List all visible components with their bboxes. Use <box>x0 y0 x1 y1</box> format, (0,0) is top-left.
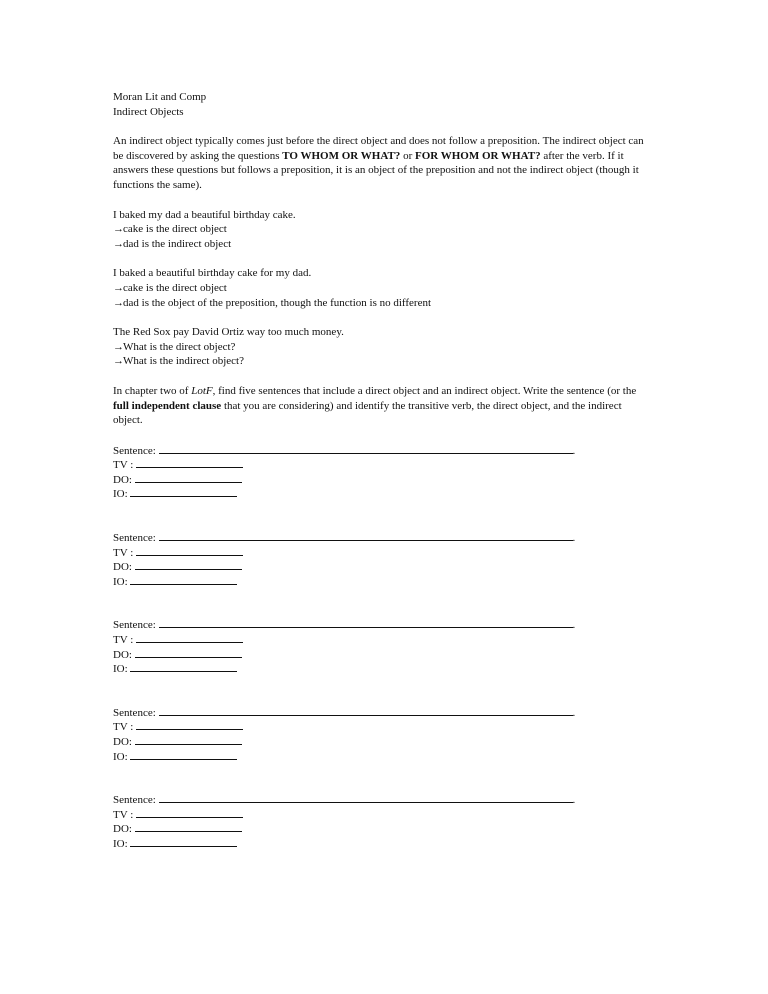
instructions-paragraph: In chapter two of LotF, find five sentences that include a direct object and an indirect object. Write the sentence (or the full independent clause that you are considering) and identify the transitive verb, the direct object, and the indirect object. <box>113 384 637 427</box>
sentence-blank[interactable] <box>159 530 573 541</box>
tv-blank[interactable] <box>136 719 243 730</box>
sentence-blank[interactable] <box>159 705 573 716</box>
sentence-row: Sentence: . <box>113 706 576 719</box>
example1-note2: →dad is the indirect object <box>113 237 232 250</box>
worksheet-block-1 <box>113 443 653 501</box>
do-row: DO: <box>113 472 653 487</box>
do-blank[interactable] <box>135 472 242 483</box>
sentence-row: Sentence: . <box>113 444 576 457</box>
do-row: DO: <box>113 559 653 574</box>
book-title: LotF <box>191 384 213 397</box>
example1-note1: →cake is the direct object <box>113 223 227 236</box>
io-blank[interactable] <box>130 574 237 585</box>
do-row: DO: <box>113 647 653 662</box>
do-blank[interactable] <box>135 647 242 658</box>
io-blank[interactable] <box>130 486 237 497</box>
example1-sentence: I baked my dad a beautiful birthday cake. <box>113 208 296 221</box>
io-row: IO: <box>113 574 653 589</box>
sentence-blank[interactable] <box>159 617 573 628</box>
example2-sentence: I baked a beautiful birthday cake for my dad. <box>113 267 312 280</box>
io-row: IO: <box>113 836 653 851</box>
question-for-whom: FOR WHOM OR WHAT? <box>414 149 541 162</box>
sentence-row: Sentence: . <box>113 794 576 807</box>
arrow-icon: → <box>113 281 123 294</box>
tv-blank[interactable] <box>136 457 243 468</box>
example2-note1: →cake is the direct object <box>113 281 227 294</box>
io-blank[interactable] <box>130 749 237 760</box>
arrow-icon: → <box>113 340 123 353</box>
io-blank[interactable] <box>130 836 237 847</box>
io-blank[interactable] <box>130 661 237 672</box>
worksheet-block-4 <box>113 705 653 763</box>
question-to-whom: TO WHOM OR WHAT? <box>282 149 401 162</box>
example3-question2: →What is the indirect object? <box>113 355 244 368</box>
do-row: DO: <box>113 734 653 749</box>
do-row: DO: <box>113 821 653 836</box>
arrow-icon: → <box>113 237 123 250</box>
tv-blank[interactable] <box>136 807 243 818</box>
tv-row: TV : <box>113 807 653 822</box>
tv-blank[interactable] <box>136 545 243 556</box>
arrow-icon: → <box>113 296 123 309</box>
io-row: IO: <box>113 661 653 676</box>
topic-title: Indirect Objects <box>113 105 184 118</box>
intro-paragraph: An indirect object typically comes just before the direct object and does not follow a preposition. The indirect object can be discovered by asking the questions TO WHOM OR WHAT? or FOR WHOM OR WHAT? after the verb. If it answers these questions but follows a preposition, it is an object of the preposition and not the indirect object (though it functions the same). <box>113 135 644 191</box>
worksheet-block-2 <box>113 530 653 588</box>
tv-row: TV : <box>113 719 653 734</box>
arrow-icon: → <box>113 223 123 236</box>
do-blank[interactable] <box>135 734 242 745</box>
io-row: IO: <box>113 486 653 501</box>
do-blank[interactable] <box>135 821 242 832</box>
tv-blank[interactable] <box>136 632 243 643</box>
example2-note2: →dad is the object of the preposition, though the function is no different <box>113 296 432 309</box>
sentence-blank[interactable] <box>159 792 573 803</box>
io-row: IO: <box>113 749 653 764</box>
do-blank[interactable] <box>135 559 242 570</box>
worksheet-block-5 <box>113 792 653 850</box>
arrow-icon: → <box>113 355 123 368</box>
sentence-blank[interactable] <box>159 443 573 454</box>
tv-row: TV : <box>113 457 653 472</box>
tv-row: TV : <box>113 545 653 560</box>
example3-sentence: The Red Sox pay David Ortiz way too much money. <box>113 326 344 339</box>
tv-row: TV : <box>113 632 653 647</box>
sentence-row: Sentence: . <box>113 619 576 632</box>
course-title: Moran Lit and Comp <box>113 91 207 103</box>
example3-question1: →What is the direct object? <box>113 340 236 353</box>
document-page <box>113 90 653 851</box>
sentence-row: Sentence: . <box>113 532 576 545</box>
worksheet-block-3 <box>113 617 653 675</box>
